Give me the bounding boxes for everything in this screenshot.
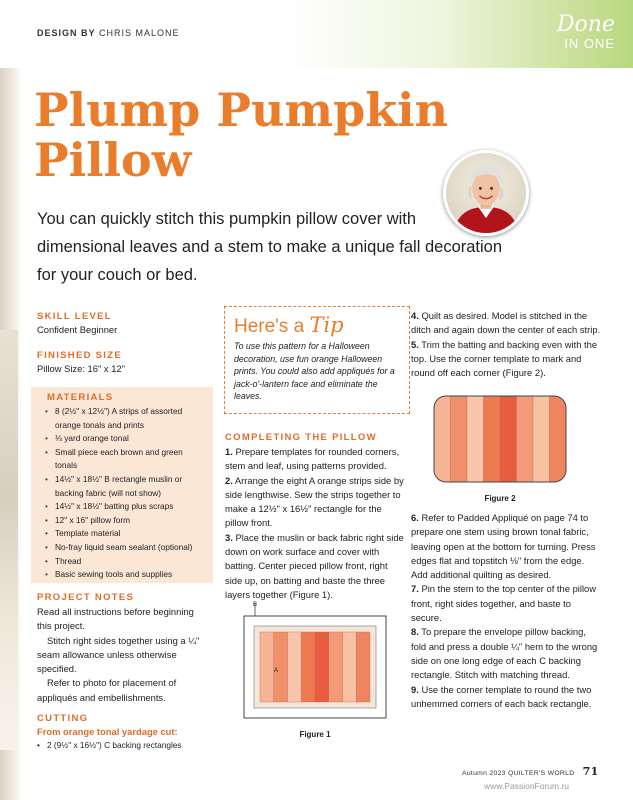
step-text: Pin the stem to the top center of the pillow front, right sides together, and baste to secure. (411, 583, 597, 624)
figure-2-diagram (430, 392, 570, 486)
strip-1 (434, 396, 451, 482)
materials-item: • ⅓ yard orange tonal (39, 432, 205, 446)
step-3 (225, 531, 405, 602)
strip-6 (329, 632, 343, 702)
project-notes (37, 605, 207, 705)
project-notes-paragraph: Read all instructions before beginning this project. (37, 606, 194, 632)
strip-6 (517, 396, 534, 482)
step-9 (411, 683, 601, 712)
step-6 (411, 511, 601, 582)
strip-5 (315, 632, 329, 702)
page-number: 71 (582, 765, 599, 778)
tip-text: To use this pattern for a Halloween decoration, use fun orange Halloween prints. You could also add appliqués for a jack-o'-lantern face and eliminate the leaves. (234, 341, 395, 402)
materials-box (31, 387, 213, 583)
page-title (34, 85, 454, 185)
step-text: Arrange the eight A orange strips side by side lengthwise. Sew the strips together to make a 12½" x 16½" rectangle for the pillow front. (225, 474, 404, 529)
materials-item: • 14½" x 18½" B rectangle muslin or backing fabric (will not show) (39, 473, 205, 500)
skill-level-heading: SKILL LEVEL (37, 311, 112, 322)
finished-size-value: Pillow Size: 16" x 12" (37, 363, 125, 374)
step-text: Prepare templates for rounded corners, stem and leaf, using patterns provided. (225, 446, 400, 472)
strip-1 (260, 632, 274, 702)
project-notes-paragraph: Refer to photo for placement of appliqués and embellishments. (37, 677, 177, 703)
materials-heading: MATERIALS (47, 392, 114, 403)
watermark: www.PassionForum.ru (484, 781, 570, 791)
rounded-pieced-strips (434, 396, 566, 482)
step-number: 1. (225, 446, 233, 457)
materials-item: • 12" x 16" pillow form (39, 514, 205, 528)
cutting-subheading: From orange tonal yardage cut: (37, 726, 178, 737)
step-1 (225, 445, 405, 474)
materials-item: • Small piece each brown and green tonals (39, 446, 205, 473)
intro-paragraph: You can quickly stitch this pumpkin pillow cover with dimensional leaves and a stem to make a unique fall decoration for your couch or bed. (37, 210, 503, 284)
step-number: 9. (411, 683, 419, 695)
step-4 (411, 309, 601, 338)
footer-magazine: QUILTER'S WORLD (507, 770, 575, 777)
figure-2-caption: Figure 2 (484, 494, 516, 503)
step-text: Quilt as desired. Model is stitched in the ditch and again down the center of each strip. (411, 310, 601, 336)
done-in-one-badge (557, 14, 615, 50)
badge-line2: IN ONE (564, 36, 615, 51)
strip-4 (301, 632, 315, 702)
step-text: Trim the batting and backing even with the top. Use the corner template to mark and round off each corner (Figure 2). (411, 338, 598, 379)
cutting-heading: CUTTING (37, 713, 89, 724)
step-text: Place the muslin or back fabric right side down on work surface and cover with batting. Center pieced pillow front, right side up, on batting and baste the three layers together (Figure 1). (225, 531, 404, 600)
finished-size-heading: FINISHED SIZE (37, 350, 122, 361)
step-7 (411, 582, 601, 625)
step-text: To prepare the envelope pillow backing, fold and press a double ¼" hem to the wrong side on one long edge of each C backing rectangle. Stitch with matching thread. (411, 626, 598, 681)
tip-title-prefix: Here's a (234, 316, 305, 337)
materials-item: • 8 (2½" x 12½") A strips of assorted orange tonals and prints (39, 405, 205, 432)
strip-3 (288, 632, 302, 702)
project-notes-heading: PROJECT NOTES (37, 592, 135, 603)
strip-8 (550, 396, 567, 482)
step-number: 5. (411, 338, 419, 350)
footer-issue: Autumn 2023 (462, 770, 506, 777)
design-credit (37, 28, 180, 38)
completing-heading: COMPLETING THE PILLOW (225, 432, 377, 443)
tip-title-word: Tip (309, 313, 344, 337)
step-5 (411, 338, 601, 381)
materials-item: • Template material (39, 527, 205, 541)
title-line1: Plump Pumpkin (34, 83, 449, 137)
label-a: A (274, 668, 279, 674)
strip-8 (356, 632, 370, 702)
badge-line1: Done (556, 12, 615, 37)
strip-7 (533, 396, 550, 482)
steps-right-bottom (411, 511, 601, 711)
title-line2: Pillow (34, 133, 192, 187)
pieced-strips (260, 632, 370, 702)
designer-name: CHRIS MALONE (99, 28, 180, 38)
step-number: 3. (225, 531, 233, 543)
completing-steps (225, 445, 405, 602)
tip-title (234, 314, 400, 338)
materials-item: • No-fray liquid seam sealant (optional) (39, 541, 205, 555)
strip-7 (343, 632, 357, 702)
materials-item: • Basic sewing tools and supplies (39, 568, 205, 582)
figure-1-diagram (240, 598, 390, 723)
project-notes-paragraph: Stitch right sides together using a ¼" seam allowance unless otherwise specified. (37, 634, 200, 675)
strip-2 (274, 632, 288, 702)
step-number: 6. (411, 512, 419, 523)
step-number: 4. (411, 310, 419, 321)
skill-level-value: Confident Beginner (37, 324, 118, 335)
materials-list (39, 405, 205, 582)
step-number: 7. (411, 583, 419, 595)
strip-4 (484, 396, 501, 482)
step-text: Refer to Padded Appliqué on page 74 to prepare one stem using brown tonal fabric, leaving open at the bottom for turning. Press edges flat and topstitch ⅛" from the edge. Add additional quilting as desired. (411, 512, 596, 581)
step-text: Use the corner template to round the two unhemmed corners of each back rectangle. (411, 683, 592, 709)
step-number: 2. (225, 474, 233, 486)
page-footer (462, 765, 599, 778)
step-2 (225, 474, 405, 531)
strip-2 (451, 396, 468, 482)
label-b: B (253, 602, 258, 608)
materials-item: • 14½" x 18½" batting plus scraps (39, 500, 205, 514)
tip-box (224, 306, 410, 414)
step-number: 8. (411, 626, 419, 638)
figure-1-caption: Figure 1 (299, 730, 331, 739)
step-8 (411, 625, 601, 682)
fabric-photo-strip (0, 0, 22, 800)
materials-item: • Thread (39, 555, 205, 569)
strip-3 (467, 396, 484, 482)
strip-5 (500, 396, 517, 482)
design-by-label: DESIGN BY (37, 28, 96, 38)
steps-right-top (411, 309, 601, 380)
cutting-item: • 2 (9½" x 16½") C backing rectangles (37, 740, 182, 750)
